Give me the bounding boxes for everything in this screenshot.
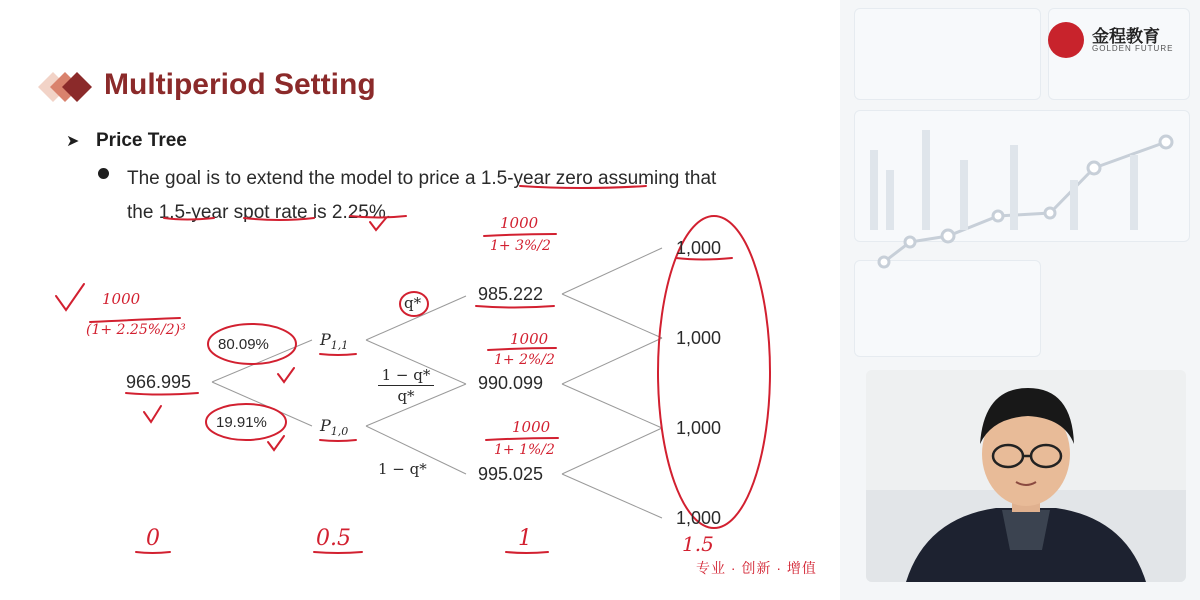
final-value-1: 1,000 [676,238,722,258]
bullet-line-1: The goal is to extend the model to price a 1.5-year zero assuming that [127,168,717,189]
prob-down-value: 19.91% [216,414,267,431]
bullet-line-2: the 1.5-year spot rate is 2.25%. [127,202,392,223]
q-mid-divider [378,385,434,386]
section-heading: Price Tree [96,130,187,151]
node-p10-subscript: 1,0 [330,425,349,439]
presenter-figure [866,370,1186,582]
node-p10-symbol: P [320,416,331,435]
time-label-05: 0.5 [316,526,351,551]
prob-up-value: 80.09% [218,336,269,353]
final-value-4: 1,000 [676,508,722,528]
time-label-0: 0 [146,526,160,551]
logo-english-text: GOLDEN FUTURE [1092,44,1174,53]
bullet-arrow-icon: ➤ [66,133,80,150]
q-mid-top: 1 − q* [381,366,431,384]
node-down-price: 995.025 [478,464,544,484]
logo-chinese-text: 金程教育 [1092,27,1160,46]
time-label-15: 1.5 [682,532,714,556]
presenter-video [866,370,1186,582]
q-mid-label [378,366,434,405]
node-up-price: 985.222 [478,284,544,304]
q-up-label: q* [404,294,422,312]
node-p11-symbol: P [320,330,331,349]
q-mid-bottom: q* [397,387,415,405]
root-formula-numerator: 1000 [102,290,141,308]
mid-formula-numerator: 1000 [510,330,549,348]
node-p11-subscript: 1,1 [330,339,349,353]
node-mid-price: 990.099 [478,373,544,393]
node-p10 [320,416,348,438]
down-formula-numerator: 1000 [512,418,551,436]
footer-slogan: 专业 · 创新 · 增值 [696,560,817,576]
q-down-label: 1 − q* [378,460,427,478]
down-formula-denominator: 1+ 1%/2 [494,442,555,458]
up-formula-denominator: 1+ 3%/2 [490,238,551,254]
time-label-1: 1 [518,526,532,551]
root-price: 966.995 [126,372,192,392]
logo-mark-icon [1048,22,1084,58]
final-value-3: 1,000 [676,418,722,438]
slide-title: Multiperiod Setting [104,68,376,101]
up-formula-numerator: 1000 [500,214,539,232]
node-p11 [320,330,348,352]
root-formula-denominator: (1+ 2.25%/2)³ [86,322,186,338]
bg-line-chart [840,0,1200,360]
final-value-2: 1,000 [676,328,722,348]
mid-formula-denominator: 1+ 2%/2 [494,352,555,368]
